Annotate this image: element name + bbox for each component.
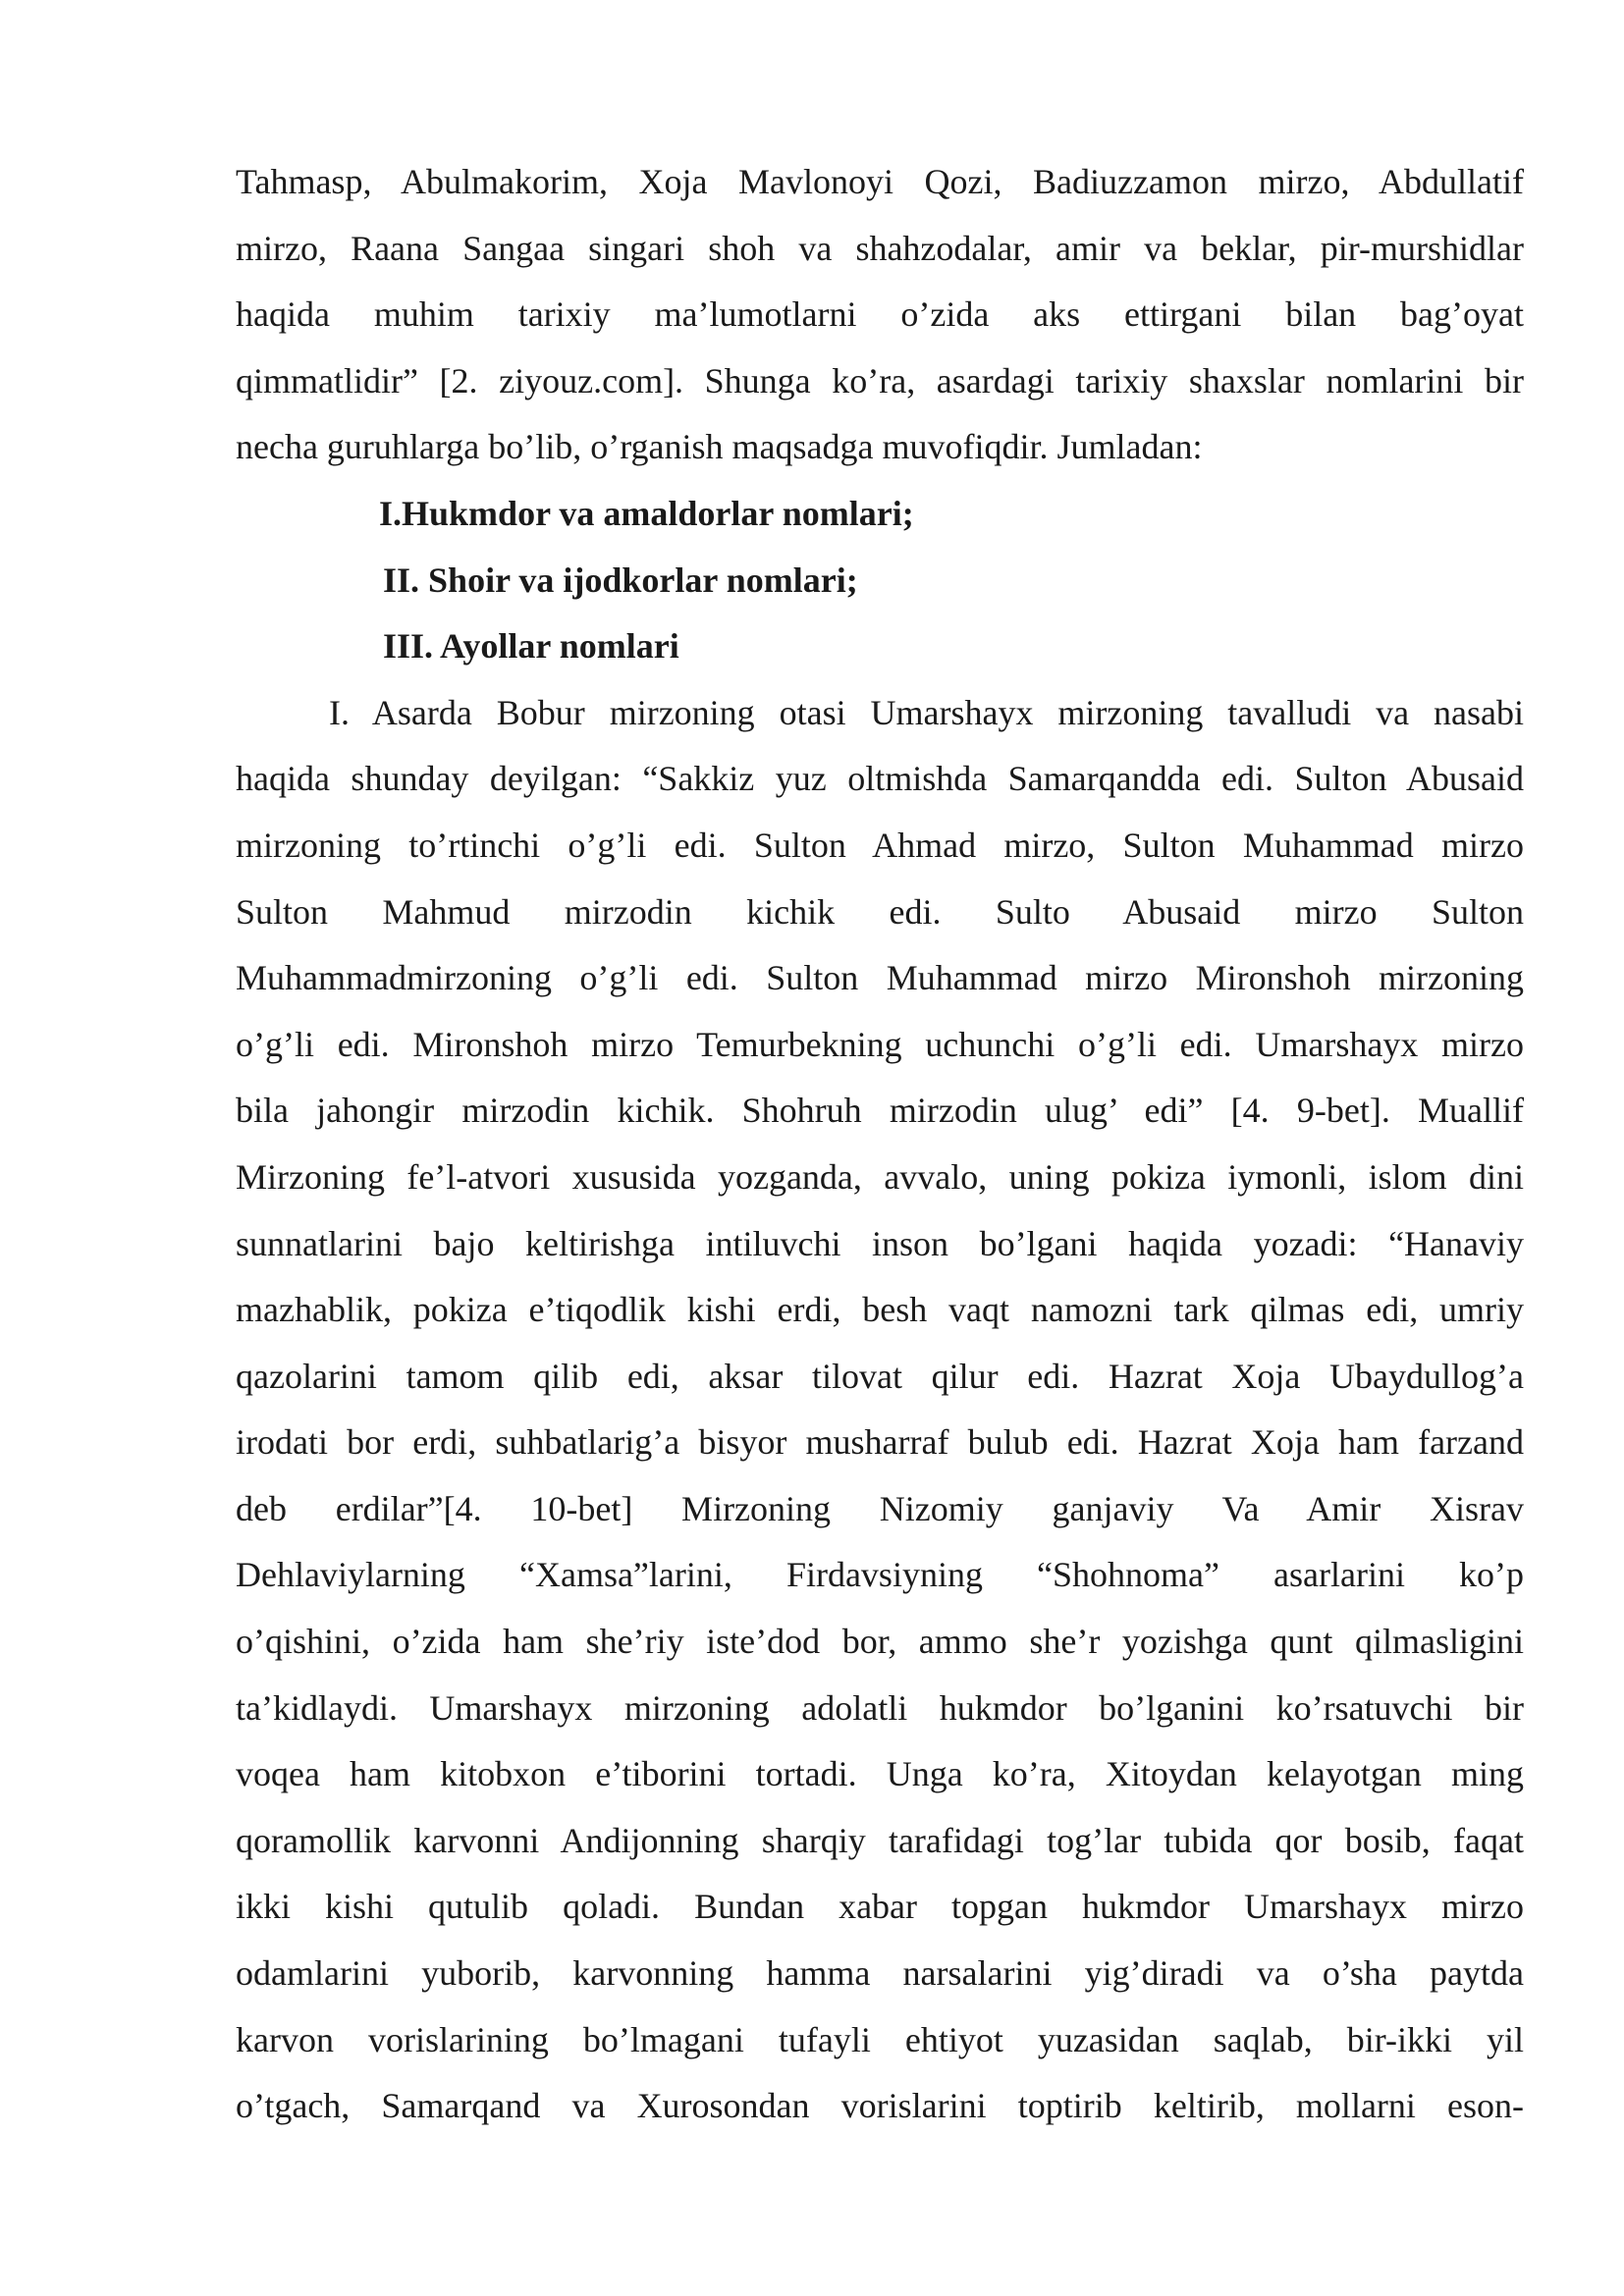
text-line: qazolarini tamom qilib edi, aksar tilovat qilur edi. Hazrat Xoja Ubaydullog’a xyxy=(236,1356,1524,1396)
text-line: ikki kishi qutulib qoladi. Bundan xabar topgan hukmdor Umarshayx mirzo xyxy=(236,1887,1524,1927)
text-line: deb erdilar”[4. 10-bet] Mirzoning Nizomiy ganjaviy Va Amir Xisrav xyxy=(236,1488,1524,1528)
text-line: o’g’li edi. Mironshoh mirzo Temurbekning uchunchi o’g’li edi. Umarshayx mirzo xyxy=(236,1024,1524,1064)
text-line: Sulton Mahmud mirzodin kichik edi. Sulto Abusaid mirzo Sulton xyxy=(236,891,1524,932)
text-line: qimmatlidir” [2. ziyouz.com]. Shunga ko’ra, asardagi tarixiy shaxslar nomlarini bir xyxy=(236,360,1524,400)
text-line: ta’kidlaydi. Umarshayx mirzoning adolatli hukmdor bo’lganini ko’rsatuvchi bir xyxy=(236,1687,1524,1728)
text-line: irodati bor erdi, suhbatlarig’a bisyor musharraf bulub edi. Hazrat Xoja ham farzand xyxy=(236,1422,1524,1463)
section-heading-1: I.Hukmdor va amaldorlar nomlari; xyxy=(379,493,914,533)
text-line: karvon vorislarining bo’lmagani tufayli ehtiyot yuzasidan saqlab, bir-ikki yil xyxy=(236,2019,1524,2059)
text-line: mazhablik, pokiza e’tiqodlik kishi erdi, besh vaqt namozni tark qilmas edi, umriy xyxy=(236,1290,1524,1330)
text-line: voqea ham kitobxon e’tiborini tortadi. Unga ko’ra, Xitoydan kelayotgan ming xyxy=(236,1754,1524,1794)
text-line: Muhammadmirzoning o’g’li edi. Sulton Muhammad mirzo Mironshoh mirzoning xyxy=(236,958,1524,998)
text-line: Tahmasp, Abulmakorim, Xoja Mavlonoyi Qozi, Badiuzzamon mirzo, Abdullatif xyxy=(236,162,1524,201)
text-line: mirzo, Raana Sangaa singari shoh va shahzodalar, amir va beklar, pir-murshidlar xyxy=(236,228,1524,268)
text-line: Dehlaviylarning “Xamsa”larini, Firdavsiyning “Shohnoma” asarlarini ko’p xyxy=(236,1555,1524,1595)
text-line: o’qishini, o’zida ham she’riy iste’dod bor, ammo she’r yozishga qunt qilmasligini xyxy=(236,1622,1524,1662)
text-line: haqida muhim tarixiy ma’lumotlarni o’zida aks ettirgani bilan bag’oyat xyxy=(236,294,1524,335)
text-line: mirzoning to’rtinchi o’g’li edi. Sulton Ahmad mirzo, Sulton Muhammad mirzo xyxy=(236,825,1524,865)
paragraph-first-line: I. Asarda Bobur mirzoning otasi Umarshayx mirzoning tavalludi va nasabi xyxy=(329,692,1524,732)
text-line: qoramollik karvonni Andijonning sharqiy tarafidagi tog’lar tubida qor bosib, faqat xyxy=(236,1820,1524,1860)
document-page xyxy=(236,149,1524,2140)
text-line: odamlarini yuborib, karvonning hamma narsalarini yig’diradi va o’sha paytda xyxy=(236,1953,1524,1994)
text-line: o’tgach, Samarqand va Xurosondan vorislarini toptirib keltirib, mollarni eson- xyxy=(236,2086,1524,2126)
section-heading-2: II. Shoir va ijodkorlar nomlari; xyxy=(383,560,858,600)
text-line: bila jahongir mirzodin kichik. Shohruh mirzodin ulug’ edi” [4. 9-bet]. Muallif xyxy=(236,1091,1524,1131)
text-line: sunnatlarini bajo keltirishga intiluvchi inson bo’lgani haqida yozadi: “Hanaviy xyxy=(236,1223,1524,1263)
text-line: haqida shunday deyilgan: “Sakkiz yuz oltmishda Samarqandda edi. Sulton Abusaid xyxy=(236,759,1524,799)
section-heading-3: III. Ayollar nomlari xyxy=(383,626,679,667)
text-line: necha guruhlarga bo’lib, o’rganish maqsadga muvofiqdir. Jumladan: xyxy=(236,427,1203,467)
text-line: Mirzoning fe’l-atvori xususida yozganda, avvalo, uning pokiza iymonli, islom dini xyxy=(236,1156,1524,1197)
